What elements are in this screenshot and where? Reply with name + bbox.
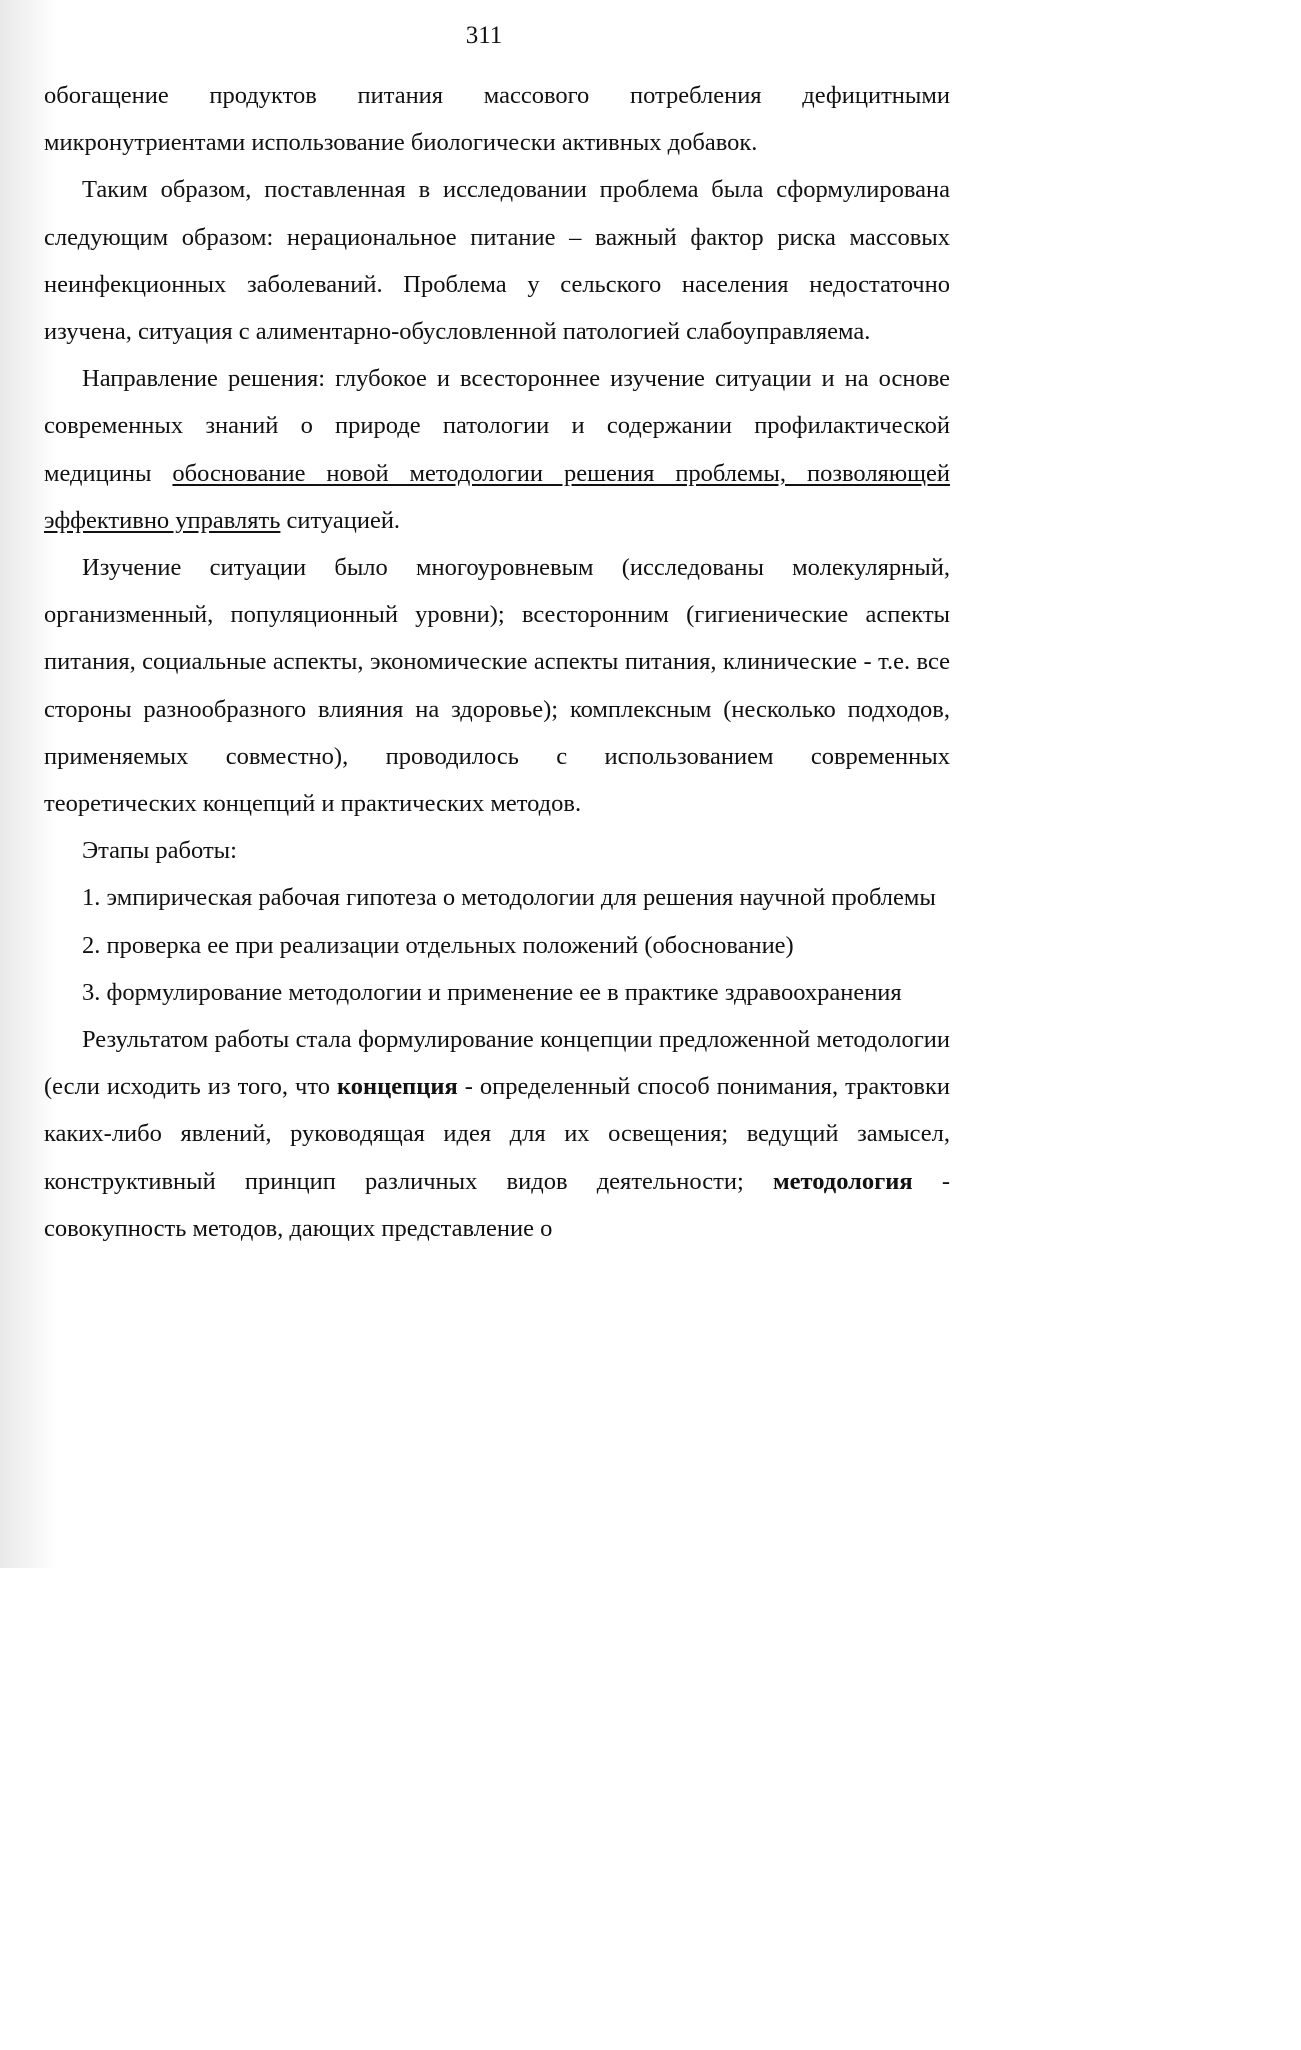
- paragraph-3-underlined-text: обоснование новой методологии решения проблемы, позволяющей эффективно управлять: [44, 459, 950, 534]
- paragraph-2: Таким образом, поставленная в исследовании проблема была сформулирована следующим образом: нерациональное питание – важный фактор риска массовых неинфекционных заболеваний. Проблема у сельского населения недостаточно изучена, ситуация с алиментарно-обусловленной патологией слабоуправляема.: [44, 176, 950, 346]
- term-methodology: методология: [772, 1167, 913, 1195]
- paragraph-9-text-a: Результатом работы стала формулирование концепции предложенной методологии (если исходить из того, что: [44, 1026, 950, 1101]
- paragraph-5: Этапы работы:: [82, 837, 237, 865]
- paragraph-3: [44, 355, 950, 544]
- paragraph-6: 1. эмпирическая рабочая гипотеза о методологии для решения научной проблемы: [82, 884, 936, 912]
- paragraph-7: 2. проверка ее при реализации отдельных положений (обоснование): [82, 931, 794, 959]
- paragraph-1: обогащение продуктов питания массового потребления дефицитными микронутриентами использование биологически активных добавок.: [44, 82, 950, 157]
- paragraph-9-text-c: - определенный способ понимания, трактовки каких-либо явлений, руководящая идея для их освещения; ведущий замысел, конструктивный принцип различных видов деятельности;: [44, 1073, 950, 1195]
- page-number: 311: [465, 22, 503, 49]
- paragraph-9-text-d: - совокупность методов, дающих представление о: [44, 1167, 950, 1242]
- paragraph-9: [44, 1016, 950, 1252]
- paragraph-4: Изучение ситуации было многоуровневым (исследованы молекулярный, организменный, популяционный уровни); всесторонним (гигиенические аспекты питания, социальные аспекты, экономические аспекты питания, клинические - т.е. все стороны разнообразного влияния на здоровье); комплексным (несколько подходов, применяемых совместно), проводилось с использованием современных теоретических концепций и практических методов.: [44, 554, 950, 818]
- paragraph-3-text-b: ситуацией.: [280, 506, 401, 534]
- term-concept: концепция: [336, 1073, 458, 1101]
- paragraph-8: 3. формулирование методологии и применение ее в практике здравоохранения: [82, 978, 902, 1006]
- body-text: [44, 72, 950, 1252]
- paragraph-3-text-a: Направление решения: глубокое и всестороннее изучение ситуации и на основе современных знаний о природе патологии и содержании профилактической медицины: [44, 365, 950, 487]
